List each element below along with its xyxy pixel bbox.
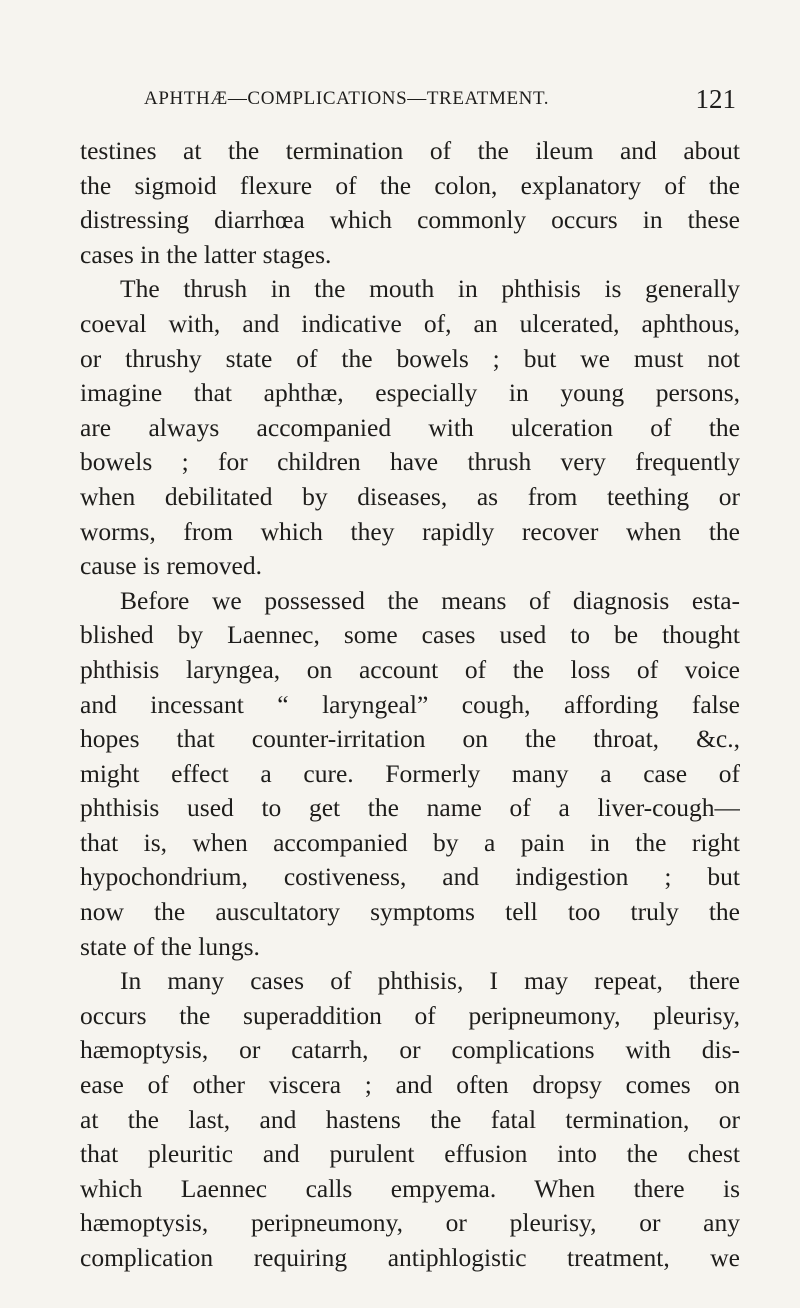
text-line: might effect a cure. Formerly many a case of [80, 758, 740, 788]
text-line: that is, when accompanied by a pain in the right [80, 827, 740, 857]
text-line: cases in the latter stages. [80, 239, 332, 269]
text-line: bowels ; for children have thrush very frequently [80, 447, 740, 477]
text-line: blished by Laennec, some cases used to be thought [80, 620, 740, 650]
body-text [80, 134, 740, 1276]
text-line: when debilitated by diseases, as from teething or [80, 481, 740, 511]
text-line: and incessant “ laryngeal” cough, affording false [80, 689, 740, 719]
text-line: testines at the termination of the ileum and about [80, 136, 740, 165]
text-line: In many cases of phthisis, I may repeat, there [120, 966, 740, 996]
text-line: cause is removed. [80, 551, 262, 581]
text-line: worms, from which they rapidly recover when the [80, 516, 740, 546]
text-line: coeval with, and indicative of, an ulcerated, aphthous, [80, 308, 740, 338]
text-line: imagine that aphthæ, especially in young persons, [80, 378, 740, 408]
text-line: that pleuritic and purulent effusion into the chest [80, 1139, 740, 1169]
text-line: state of the lungs. [80, 931, 260, 961]
text-line: phthisis laryngea, on account of the loss of voice [80, 654, 740, 684]
text-line: ease of other viscera ; and often dropsy comes on [80, 1070, 740, 1100]
text-line: phthisis used to get the name of a liver-cough— [80, 793, 740, 823]
text-line: occurs the superaddition of peripneumony, pleurisy, [80, 1000, 740, 1030]
running-title: APHTHÆ—COMPLICATIONS—TREATMENT. [144, 88, 550, 109]
running-head [80, 84, 736, 116]
text-line: complication requiring antiphlogistic treatment, we [80, 1243, 740, 1272]
text-line: hopes that counter-irritation on the throat, &c., [80, 724, 740, 754]
text-line: hæmoptysis, peripneumony, or pleurisy, or any [80, 1208, 740, 1238]
text-line: hæmoptysis, or catarrh, or complications with dis- [80, 1035, 740, 1065]
text-line: or thrushy state of the bowels ; but we must not [80, 343, 740, 373]
page-number: 121 [695, 84, 736, 114]
text-line: at the last, and hastens the fatal termination, or [80, 1104, 740, 1134]
text-line: The thrush in the mouth in phthisis is generally [120, 274, 740, 304]
text-line: distressing diarrhœa which commonly occurs in these [80, 205, 740, 235]
text-line: the sigmoid flexure of the colon, explanatory of the [80, 170, 740, 200]
text-line: hypochondrium, costiveness, and indigestion ; but [80, 862, 740, 892]
text-line: are always accompanied with ulceration of the [80, 412, 740, 442]
text-line: now the auscultatory symptoms tell too truly the [80, 897, 740, 927]
text-line: Before we possessed the means of diagnosis esta- [120, 585, 740, 615]
text-line: which Laennec calls empyema. When there is [80, 1173, 740, 1203]
